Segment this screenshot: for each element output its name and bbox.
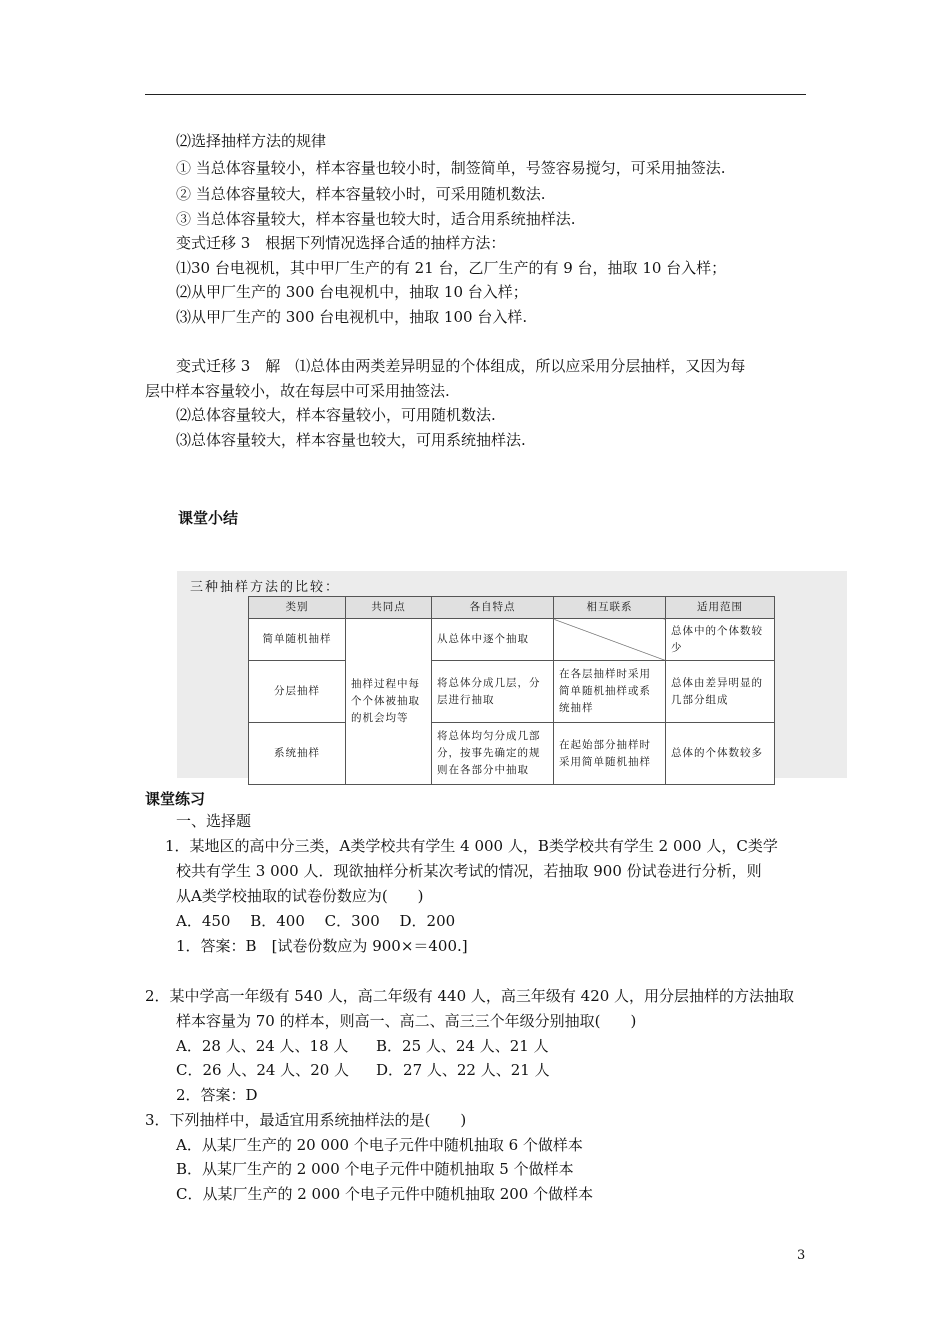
table-row (249, 661, 775, 723)
q2-line: 样本容量为 70 的样本，则高一、高二、高三三个年级分别抽取( ) (176, 1012, 637, 1030)
header-relation: 相互联系 (554, 597, 666, 619)
section-line: 变式迁移 3 根据下列情况选择合适的抽样方法： (176, 234, 506, 252)
q3-option: B．从某厂生产的 2 000 个电子元件中随机抽取 5 个做样本 (176, 1160, 574, 1178)
cell-category: 系统抽样 (249, 723, 346, 785)
cell-common: 抽样过程中每个个体被抽取的机会均等 (346, 619, 432, 785)
cell-scope: 总体中的个体数较少 (666, 619, 775, 661)
section-line: ① 当总体容量较小，样本容量也较小时，制签简单，号签容易搅匀，可采用抽签法. (176, 159, 726, 177)
q1-answer: 1．答案：B [试卷份数应为 900×＝400.] (176, 937, 468, 955)
comparison-table (248, 596, 775, 785)
cell-scope: 总体由差异明显的几部分组成 (666, 661, 775, 723)
section-line: ③ 当总体容量较大，样本容量也较大时，适合用系统抽样法. (176, 210, 576, 228)
section-line: ⑵从甲厂生产的 300 台电视机中，抽取 10 台入样； (176, 283, 528, 301)
cell-feature: 将总体分成几层，分层进行抽取 (432, 661, 554, 723)
q2-option: B．25 人、24 人、21 人 (376, 1037, 549, 1055)
q2-option: C．26 人、24 人、20 人 (176, 1061, 350, 1079)
header-rule (145, 94, 806, 95)
cell-scope: 总体的个体数较多 (666, 723, 775, 785)
comparison-panel (177, 571, 847, 778)
table-header-row (249, 597, 775, 619)
q2-option: D．27 人、22 人、21 人 (376, 1061, 550, 1079)
section-line: ⑴30 台电视机，其中甲厂生产的有 21 台，乙厂生产的有 9 台，抽取 10 台入样； (176, 259, 727, 277)
page-number: 3 (797, 1248, 806, 1263)
header-feature: 各自特点 (432, 597, 554, 619)
header-common: 共同点 (346, 597, 432, 619)
summary-heading: 课堂小结 (178, 509, 239, 527)
q3-option: C．从某厂生产的 2 000 个电子元件中随机抽取 200 个做样本 (176, 1185, 594, 1203)
header-scope: 适用范围 (666, 597, 775, 619)
answer-line: 变式迁移 3 解 ⑴总体由两类差异明显的个体组成，所以应采用分层抽样，又因为每 (176, 357, 746, 375)
answer-line: 层中样本容量较小，故在每层中可采用抽签法. (145, 382, 450, 400)
q3-option: A．从某厂生产的 20 000 个电子元件中随机抽取 6 个做样本 (176, 1136, 583, 1154)
q2-line: 2．某中学高一年级有 540 人，高二年级有 440 人，高三年级有 420 人，用分层抽样的方法抽取 (145, 987, 795, 1005)
q1-options: A．450 B．400 C．300 D．200 (176, 912, 456, 930)
cell-feature: 从总体中逐个抽取 (432, 619, 554, 661)
q2-answer: 2．答案：D (176, 1086, 258, 1104)
section-line: ⑵选择抽样方法的规律 (176, 132, 327, 150)
section-line: ⑶从甲厂生产的 300 台电视机中，抽取 100 台入样. (176, 308, 528, 326)
cell-relation: 在起始部分抽样时采用简单随机抽样 (554, 723, 666, 785)
answer-line: ⑵总体容量较大，样本容量较小，可用随机数法. (176, 406, 496, 424)
q1-line: 1．某地区的高中分三类，A类学校共有学生 4 000 人，B类学校共有学生 2 000 人，C类学 (165, 837, 778, 855)
panel-title: 三种抽样方法的比较： (190, 580, 341, 595)
section-line: ② 当总体容量较大，样本容量较小时，可采用随机数法. (176, 185, 546, 203)
q1-line: 从A类学校抽取的试卷份数应为( ) (176, 887, 424, 905)
q2-option: A．28 人、24 人、18 人 (176, 1037, 349, 1055)
cell-relation-empty (554, 619, 666, 661)
header-category: 类别 (249, 597, 346, 619)
answer-line: ⑶总体容量较大，样本容量也较大，可用系统抽样法. (176, 431, 526, 449)
cell-category: 简单随机抽样 (249, 619, 346, 661)
q1-line: 校共有学生 3 000 人．现欲抽样分析某次考试的情况，若抽取 900 份试卷进行分析，则 (176, 862, 762, 880)
cell-relation: 在各层抽样时采用简单随机抽样或系统抽样 (554, 661, 666, 723)
table-row (249, 619, 775, 661)
table-row (249, 723, 775, 785)
practice-subheading: 一、选择题 (176, 812, 252, 830)
cell-category: 分层抽样 (249, 661, 346, 723)
practice-heading: 课堂练习 (145, 790, 206, 808)
cell-feature: 将总体均匀分成几部分，按事先确定的规则在各部分中抽取 (432, 723, 554, 785)
q3-line: 3．下列抽样中，最适宜用系统抽样法的是( ) (145, 1111, 467, 1129)
